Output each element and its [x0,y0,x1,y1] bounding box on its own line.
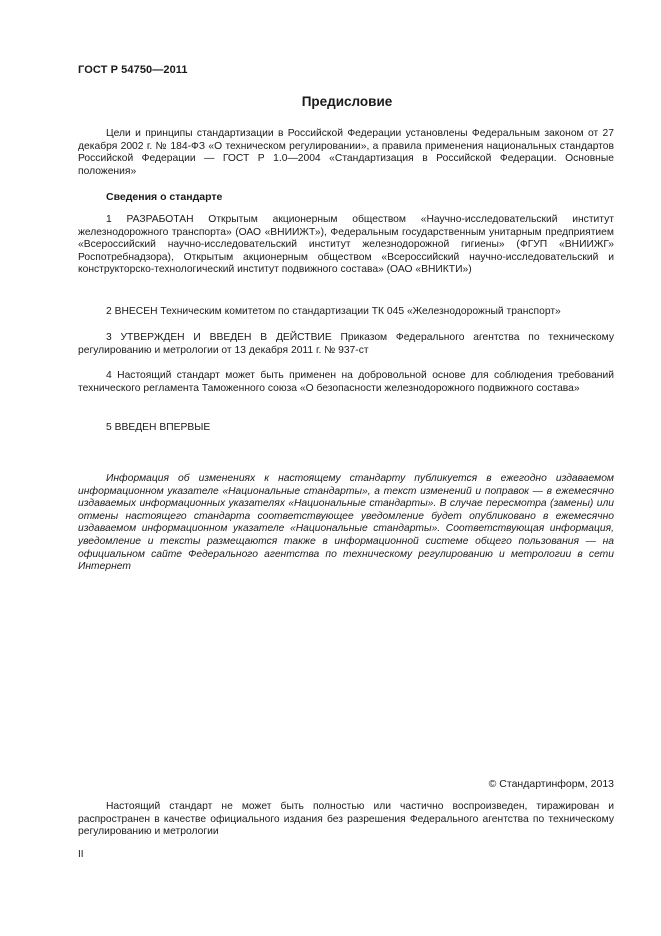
intro-paragraph: Цели и принципы стандартизации в Российской Федерации установлены Федеральным законом от 27 декабря 2002 г. № 184-ФЗ «О техническом регулировании», а правила применения национальных стандартов Российской Федерации — ГОСТ Р 1.0—2004 «Стандартизация в Российской Федерации. Основные положения» [78,128,614,177]
section-heading: Сведения о стандарте [106,191,223,203]
list-item-developed: 1 РАЗРАБОТАН Открытым акционерным обществом «Научно-исследовательский институт железнодорожного транспорта» (ОАО «ВНИИЖТ»), Федеральным государственным унитарным предприятием «Всероссийский научно-исследовательский институт железнодорожной гигиены» (ФГУП «ВНИИЖГ» Роспотребнадзора), Открытым акционерным обществом «Всероссийский научно-исследовательский и конструкторско-технологический институт подвижного состава» (ОАО «ВНИКТИ») [78,214,614,276]
footer-notice: Настоящий стандарт не может быть полностью или частично воспроизведен, тиражирован и распространен в качестве официального издания без разрешения Федерального агентства по техническому регулированию и метрологии [78,801,614,838]
copyright-line: © Стандартинформ, 2013 [488,778,614,790]
page-number: II [78,849,84,860]
list-item-introduced: 2 ВНЕСЕН Техническим комитетом по стандартизации ТК 045 «Железнодорожный транспорт» [106,306,561,317]
document-code: ГОСТ Р 54750—2011 [78,64,188,76]
notice-paragraph: Информация об изменениях к настоящему стандарту публикуется в ежегодно издаваемом информационном указателе «Национальные стандарты», а текст изменений и поправок — в ежемесячно издаваемых информационных указателях «Национальные стандарты». В случае пересмотра (замены) или отмены настоящего стандарта соответствующее уведомление будет опубликовано в ежемесячно издаваемом информационном указателе «Национальные стандарты». Соответствующая информация, уведомление и тексты размещаются также в информационной системе общего пользования — на официальном сайте Федерального агентства по техническому регулированию и метрологии в сети Интернет [78,473,614,573]
page-title: Предисловие [301,94,393,109]
list-item-approved: 3 УТВЕРЖДЕН И ВВЕДЕН В ДЕЙСТВИЕ Приказом Федерального агентства по техническому регулированию и метрологии от 13 декабря 2011 г. № 937-ст [78,332,614,356]
list-item-first-introduced: 5 ВВЕДЕН ВПЕРВЫЕ [106,422,211,433]
list-item-voluntary: 4 Настоящий стандарт может быть применен на добровольной основе для соблюдения требований технического регламента Таможенного союза «О безопасности железнодорожного подвижного состава» [78,370,614,394]
